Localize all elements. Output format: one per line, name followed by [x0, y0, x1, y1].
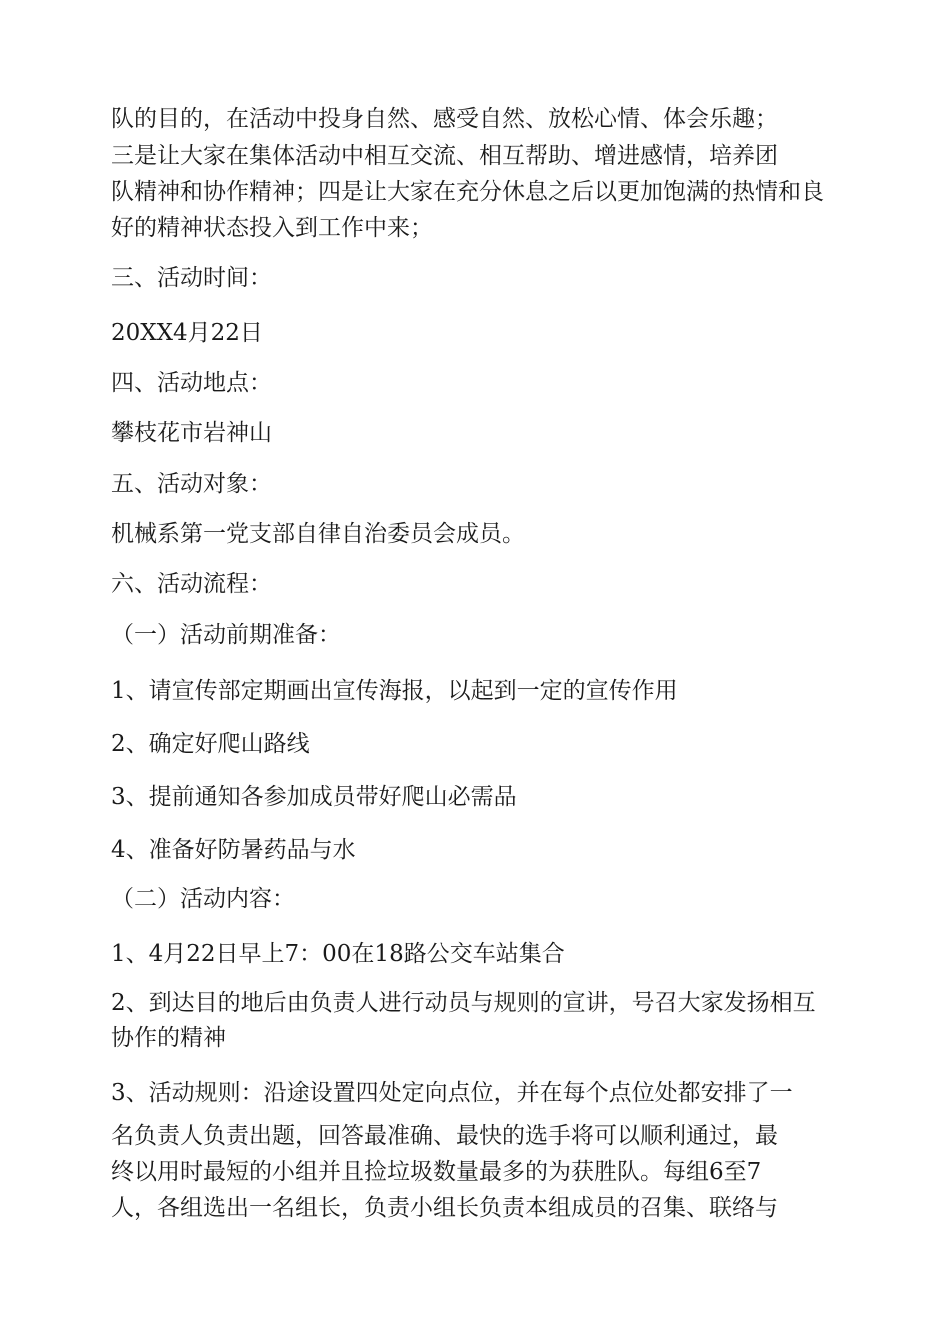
list-item: 3、活动规则：沿途设置四处定向点位，并在每个点位处都安排了一 [111, 1080, 793, 1106]
body-text-line: 好的精神状态投入到工作中来； [111, 215, 433, 241]
list-item-continuation: 终以用时最短的小组并且捡垃圾数量最多的为获胜队。每组6至7 [111, 1159, 762, 1185]
list-item: 1、4月22日早上7：00在18路公交车站集合 [111, 941, 565, 967]
section-heading: 六、活动流程： [111, 571, 272, 597]
body-text-line: 三是让大家在集体活动中相互交流、相互帮助、增进感情，培养团 [111, 143, 778, 169]
activity-location: 攀枝花市岩神山 [111, 420, 272, 446]
list-item-continuation: 协作的精神 [111, 1025, 226, 1051]
subsection-heading: （一）活动前期准备： [111, 622, 341, 648]
section-heading: 五、活动对象： [111, 471, 272, 497]
body-text-line: 队精神和协作精神；四是让大家在充分休息之后以更加饱满的热情和良 [111, 179, 824, 205]
subsection-heading: （二）活动内容： [111, 886, 295, 912]
list-item: 2、确定好爬山路线 [111, 731, 310, 757]
list-item-continuation: 人，各组选出一名组长，负责小组长负责本组成员的召集、联络与 [111, 1195, 778, 1221]
activity-participants: 机械系第一党支部自律自治委员会成员。 [111, 521, 525, 547]
list-item: 1、请宣传部定期画出宣传海报，以起到一定的宣传作用 [111, 678, 678, 704]
section-heading: 四、活动地点： [111, 370, 272, 396]
list-item: 2、到达目的地后由负责人进行动员与规则的宣讲，号召大家发扬相互 [111, 990, 816, 1016]
section-heading: 三、活动时间： [111, 265, 272, 291]
list-item: 3、提前通知各参加成员带好爬山必需品 [111, 784, 517, 810]
body-text-line: 队的目的，在活动中投身自然、感受自然、放松心情、体会乐趣； [111, 106, 778, 132]
list-item-continuation: 名负责人负责出题，回答最准确、最快的选手将可以顺利通过，最 [111, 1123, 778, 1149]
list-item: 4、准备好防暑药品与水 [111, 837, 356, 863]
activity-date: 20XX4月22日 [111, 320, 263, 346]
